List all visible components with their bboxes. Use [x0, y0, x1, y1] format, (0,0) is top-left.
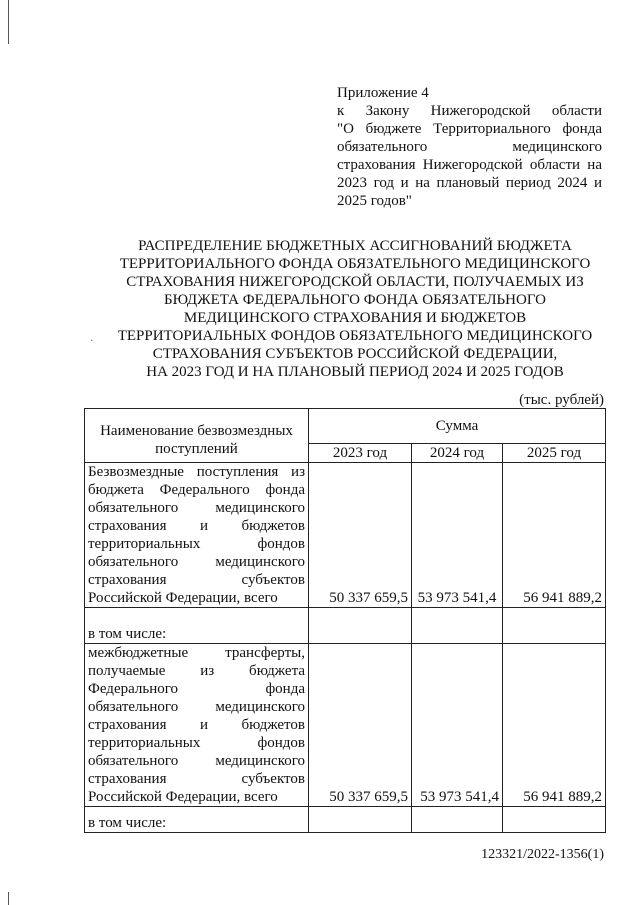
empty-cell	[309, 608, 412, 644]
appendix-line: 2023 год и на плановый период 2024 и	[337, 175, 602, 191]
including-label: в том числе:	[85, 807, 309, 833]
row-name-line: страхования субъектов	[88, 771, 305, 787]
empty-cell	[412, 807, 503, 833]
title-line: МЕДИЦИНСКОГО СТРАХОВАНИЯ И БЮДЖЕТОВ	[183, 310, 527, 326]
header-year-2023: 2023 год	[309, 444, 412, 463]
empty-cell	[309, 807, 412, 833]
title-line: НА 2023 ГОД И НА ПЛАНОВЫЙ ПЕРИОД 2024 И 2025 ГОДОВ	[146, 364, 564, 380]
header-name-cell: Наименование безвозмездных поступлений	[85, 409, 309, 463]
row-name-line: Безвозмездные поступления из	[88, 464, 305, 480]
row-name-cell	[85, 644, 309, 807]
header-year-2024: 2024 год	[412, 444, 503, 463]
row-name-line: Федерального фонда	[88, 681, 305, 697]
table-row	[85, 463, 606, 608]
empty-cell	[503, 608, 606, 644]
row-name-line: обязательного медицинского	[88, 554, 305, 570]
value-2023: 50 337 659,5	[309, 463, 412, 608]
document-code: 123321/2022-1356(1)	[481, 847, 604, 862]
title-line: СТРАХОВАНИЯ НИЖЕГОРОДСКОЙ ОБЛАСТИ, ПОЛУЧАЕМЫХ ИЗ	[126, 274, 584, 290]
scan-speck: ·	[90, 336, 94, 347]
units-label: (тыс. рублей)	[519, 392, 604, 408]
title-line: СТРАХОВАНИЯ СУБЪЕКТОВ РОССИЙСКОЙ ФЕДЕРАЦИИ,	[152, 346, 558, 362]
header-year-2025: 2025 год	[503, 444, 606, 463]
row-name-line: страхования и бюджетов	[88, 518, 305, 534]
value-2025: 56 941 889,2	[503, 463, 606, 608]
row-name-line: Российской Федерации, всего	[88, 590, 278, 606]
left-edge-mark-bottom	[8, 892, 9, 905]
value-2023: 50 337 659,5	[309, 644, 412, 807]
row-name-cell	[85, 463, 309, 608]
row-name-line: обязательного медицинского	[88, 753, 305, 769]
row-name-line: бюджета Федерального фонда	[88, 482, 305, 498]
budget-table	[84, 408, 606, 833]
row-name-line: обязательного медицинского	[88, 500, 305, 516]
header-sum-cell: Сумма	[309, 409, 606, 444]
row-name-line: получаемые из бюджета	[88, 663, 305, 679]
row-name-line: территориальных фондов	[88, 536, 305, 552]
left-edge-mark-top	[8, 0, 9, 44]
value-2024: 53 973 541,4	[412, 463, 503, 608]
row-name-line: страхования субъектов	[88, 572, 305, 588]
row-name-line: территориальных фондов	[88, 735, 305, 751]
value-2025: 56 941 889,2	[503, 644, 606, 807]
table-row	[85, 608, 606, 644]
row-name-line: обязательного медицинского	[88, 699, 305, 715]
title-line: БЮДЖЕТА ФЕДЕРАЛЬНОГО ФОНДА ОБЯЗАТЕЛЬНОГО	[164, 292, 546, 308]
table-row	[85, 807, 606, 833]
value-2024: 53 973 541,4	[412, 644, 503, 807]
row-name-line: межбюджетные трансферты,	[88, 645, 305, 661]
appendix-note	[337, 84, 602, 210]
row-name-line: Российской Федерации, всего	[88, 789, 278, 805]
title-line: ТЕРРИТОРИАЛЬНОГО ФОНДА ОБЯЗАТЕЛЬНОГО МЕДИЦИНСКОГО	[119, 256, 591, 272]
document-title	[100, 237, 610, 381]
appendix-line: к Закону Нижегородской области	[337, 103, 602, 119]
appendix-line: обязательного медицинского	[337, 139, 602, 155]
empty-cell	[412, 608, 503, 644]
appendix-line: Приложение 4	[337, 85, 429, 101]
empty-cell	[503, 807, 606, 833]
row-name-line: страхования и бюджетов	[88, 717, 305, 733]
appendix-line: "О бюджете Территориального фонда	[337, 121, 602, 137]
title-line: ТЕРРИТОРИАЛЬНЫХ ФОНДОВ ОБЯЗАТЕЛЬНОГО МЕДИЦИНСКОГО	[117, 328, 593, 344]
including-label: в том числе:	[85, 608, 309, 644]
appendix-line: 2025 годов"	[337, 193, 412, 209]
appendix-line: страхования Нижегородской области на	[337, 157, 602, 173]
table-row	[85, 644, 606, 807]
title-line: РАСПРЕДЕЛЕНИЕ БЮДЖЕТНЫХ АССИГНОВАНИЙ БЮДЖЕТА	[138, 238, 572, 254]
table-header-row	[85, 409, 606, 444]
